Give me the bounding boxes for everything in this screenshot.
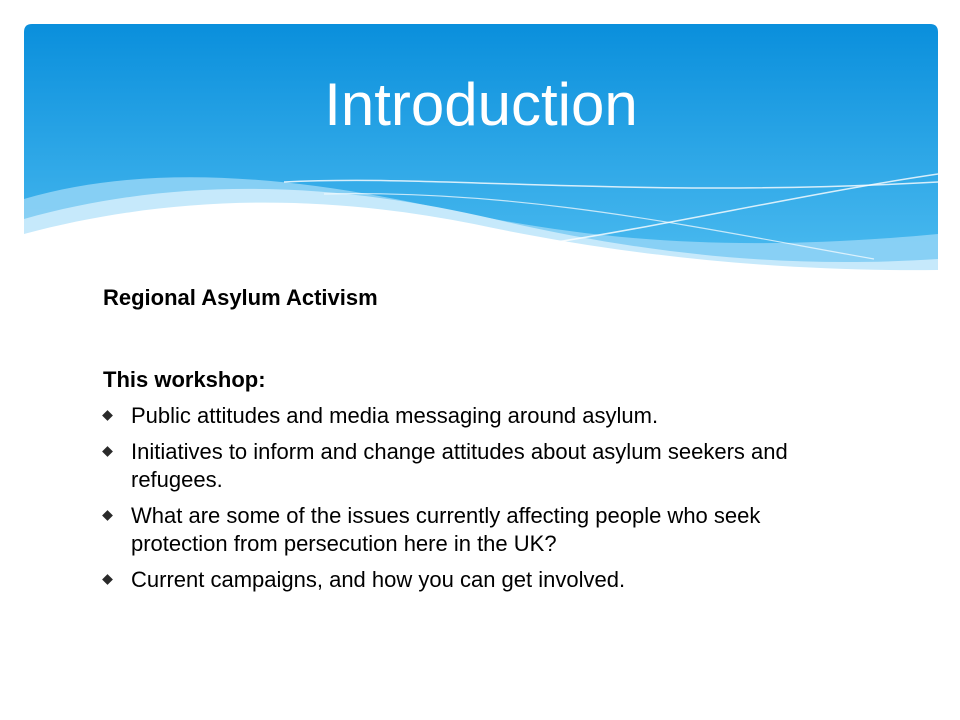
bullet-text: Public attitudes and media messaging around asylum.	[131, 403, 659, 428]
diamond-bullet-icon	[102, 574, 113, 585]
slide-content	[103, 284, 863, 602]
diamond-bullet-icon	[102, 446, 113, 457]
bullet-item	[103, 438, 863, 494]
bullet-text: Current campaigns, and how you can get involved.	[131, 567, 626, 592]
slide-title: Introduction	[324, 71, 638, 138]
subheading: Regional Asylum Activism	[103, 285, 378, 310]
bullet-list	[103, 402, 863, 594]
bullet-text: Initiatives to inform and change attitudes about asylum seekers and refugees.	[131, 439, 788, 492]
bullet-item	[103, 566, 863, 594]
diamond-bullet-icon	[102, 410, 113, 421]
bullet-item	[103, 502, 863, 558]
section-label: This workshop:	[103, 367, 266, 392]
diamond-bullet-icon	[102, 510, 113, 521]
bullet-item	[103, 402, 863, 430]
title-banner	[24, 24, 938, 274]
bullet-text: What are some of the issues currently affecting people who seek protection from persecution here in the UK?	[131, 503, 761, 556]
wave-background	[24, 24, 938, 274]
